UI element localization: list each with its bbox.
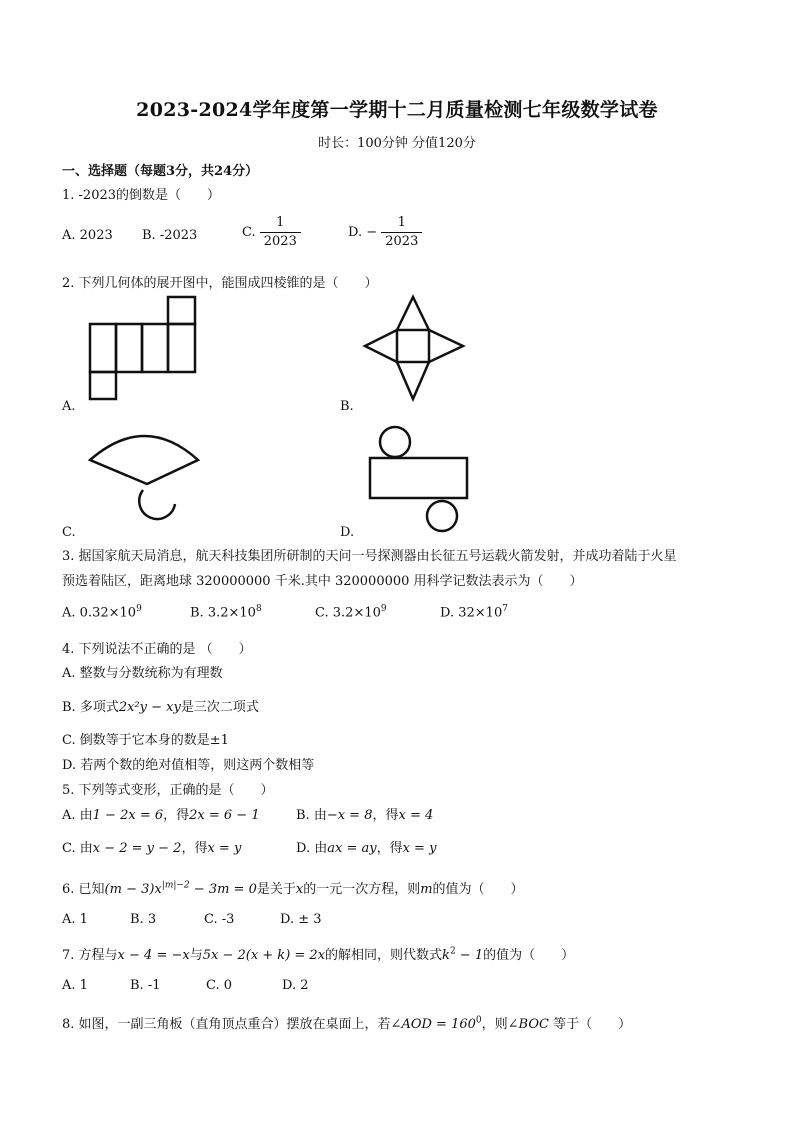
q2-option-d: D.: [340, 525, 355, 540]
q8-math1-exponent: 0: [475, 1015, 482, 1026]
exam-title: 2023-2024学年度第一学期十二月质量检测七年级数学试卷: [136, 99, 658, 121]
q3-option-a-exponent: 9: [136, 604, 142, 614]
exam-subtitle: 时长：100分钟 分值120分: [318, 136, 476, 151]
q5-option-a-pre: A. 由: [62, 808, 93, 823]
q4-option-a: A. 整数与分数统称为有理数: [62, 666, 223, 681]
q7-post: 的值为（ ）: [483, 948, 575, 963]
q4-option-b-pre: B. 多项式: [62, 700, 119, 715]
q8-pre: 8. 如图，一副三角板（直角顶点重合）摆放在桌面上，若: [62, 1017, 391, 1032]
q6-math-a: (m − 3)x: [104, 882, 162, 897]
q1-option-d-numerator: 1: [381, 214, 422, 233]
q4-stem: 4. 下列说法不正确的是 （ ）: [62, 642, 252, 657]
q3-option-d-base: 32×10: [458, 605, 503, 621]
q5-option-c-math2: x = y: [207, 841, 242, 856]
q5-option-b-mid: ，得: [372, 808, 399, 823]
q3-option-c: [315, 604, 387, 620]
q6-mid2: 的一元一次方程，则: [303, 882, 421, 897]
q5-option-a-math2: 2x = 6 − 1: [189, 808, 260, 823]
q1-option-c: [242, 214, 301, 251]
q6-option-b: B. 3: [130, 912, 157, 927]
q1-option-a: A. 2023: [62, 228, 113, 243]
q7-math3-exponent: 2: [449, 946, 456, 957]
q3-option-a: [62, 604, 142, 620]
q2-option-a: A.: [62, 399, 76, 414]
q5-option-a-math1: 1 − 2x = 6: [92, 808, 164, 823]
q8-math2: ∠BOC: [507, 1017, 549, 1032]
q7-math2: 5x − 2(x + k) = 2x: [202, 948, 326, 963]
q6-var-m: m: [420, 882, 433, 897]
q7-option-c: C. 0: [206, 978, 233, 993]
q7-mid2: 的解相同，则代数式: [325, 948, 443, 963]
q4-option-c: C. 倒数等于它本身的数是±1: [62, 733, 229, 748]
q3-option-b: [190, 604, 262, 620]
q7-mid: 与: [189, 948, 203, 963]
q8-post: 等于（ ）: [548, 1017, 632, 1032]
q7-math1: x − 4 = −x: [117, 948, 190, 963]
q3-option-c-base: 3.2×10: [332, 605, 381, 621]
q5-option-c-mid: ，得: [181, 841, 208, 856]
q8-stem: [62, 1013, 631, 1032]
q3-option-a-base: 0.32×10: [79, 605, 137, 621]
q3-line-2: 预选着陆区，距离地球 320000000 千米.其中 320000000 用科学记数法表示为（ ）: [62, 574, 583, 589]
q6-post: 的值为（ ）: [432, 882, 524, 897]
q5-option-b-math2: x = 4: [398, 808, 434, 823]
q5-option-c-math1: x − 2 = y − 2: [92, 841, 182, 856]
q1-option-c-denominator: 2023: [263, 234, 297, 249]
q2-option-b: B.: [340, 399, 354, 414]
q3-option-b-base: 3.2×10: [207, 605, 256, 621]
q1-option-d: [348, 214, 422, 251]
q6-mid: 是关于: [256, 882, 296, 897]
q1-stem: 1. -2023的倒数是（ ）: [62, 188, 221, 203]
section-heading: 一、选择题（每题3分，共24分）: [62, 164, 259, 179]
q6-math-exponent: |m|−2: [161, 880, 190, 891]
q5-option-d-math1: ax = ay: [327, 841, 377, 856]
q2-figure-a-cube-net: [85, 292, 205, 402]
q3-option-c-exponent: 9: [380, 604, 387, 614]
q6-var-x: x: [295, 882, 304, 897]
q7-option-d: D. 2: [282, 978, 309, 993]
q1-option-d-denominator: 2023: [385, 234, 419, 249]
q5-option-d-mid: ，得: [376, 841, 403, 856]
q1-option-c-label: C.: [242, 225, 256, 240]
q3-option-c-label: C.: [315, 605, 329, 621]
q5-option-b-pre: B. 由: [296, 808, 327, 823]
q5-option-d-pre: D. 由: [296, 841, 328, 856]
q8-mid: ，则: [481, 1017, 508, 1032]
q5-stem: 5. 下列等式变形，正确的是（ ）: [62, 783, 274, 798]
q6-option-a: A. 1: [62, 912, 88, 927]
q7-pre: 7. 方程与: [62, 948, 118, 963]
q5-option-a-mid: ，得: [163, 808, 190, 823]
q4-option-d: D. 若两个数的绝对值相等，则这两个数相等: [62, 758, 315, 773]
q2-option-c: C.: [62, 525, 76, 540]
q2-figure-c-cone-net: [85, 424, 205, 534]
q5-option-c-pre: C. 由: [62, 841, 93, 856]
q7-stem: [62, 944, 574, 963]
q5-option-b: [296, 804, 433, 823]
q5-option-a: [62, 804, 260, 823]
q3-line-1: 3. 据国家航天局消息，航天科技集团所研制的天问一号探测器由长征五号运载火箭发射，并成功着陆于火星: [62, 549, 677, 564]
q2-figure-d-cylinder-net: [365, 422, 475, 534]
q6-option-d: D. ± 3: [280, 912, 322, 927]
q3-option-d-label: D.: [440, 605, 455, 621]
q3-option-a-label: A.: [62, 605, 76, 621]
q8-math1: ∠AOD = 160: [390, 1017, 476, 1032]
q4-option-b: [62, 696, 259, 715]
q1-option-c-numerator: 1: [260, 214, 301, 233]
q3-option-d: [440, 604, 508, 620]
q5-option-c: [62, 837, 241, 856]
q7-math3: k: [442, 948, 450, 963]
q6-option-c: C. -3: [204, 912, 235, 927]
q6-math-b: − 3m = 0: [189, 882, 257, 897]
q3-option-b-label: B.: [190, 605, 204, 621]
q5-option-b-math1: −x = 8: [326, 808, 373, 823]
q1-option-b: B. -2023: [142, 228, 198, 243]
q2-stem: 2. 下列几何体的展开图中，能围成四棱锥的是（ ）: [62, 276, 378, 291]
q1-option-c-fraction: [260, 214, 301, 251]
q7-math3-post: − 1: [455, 948, 484, 963]
q6-pre: 6. 已知: [62, 882, 105, 897]
q3-option-b-exponent: 8: [255, 604, 262, 614]
q7-option-a: A. 1: [62, 978, 88, 993]
q3-option-d-exponent: 7: [502, 604, 508, 614]
q1-option-d-fraction: [381, 214, 422, 251]
q6-stem: [62, 878, 524, 897]
q5-option-d: [296, 837, 436, 856]
q1-option-d-label: D. −: [348, 225, 378, 240]
q4-option-b-math: 2x²y − xy: [118, 700, 181, 715]
q2-figure-b-pyramid-net: [360, 292, 470, 404]
q7-option-b: B. -1: [130, 978, 161, 993]
q5-option-d-math2: x = y: [402, 841, 437, 856]
q4-option-b-post: 是三次二项式: [180, 700, 259, 715]
